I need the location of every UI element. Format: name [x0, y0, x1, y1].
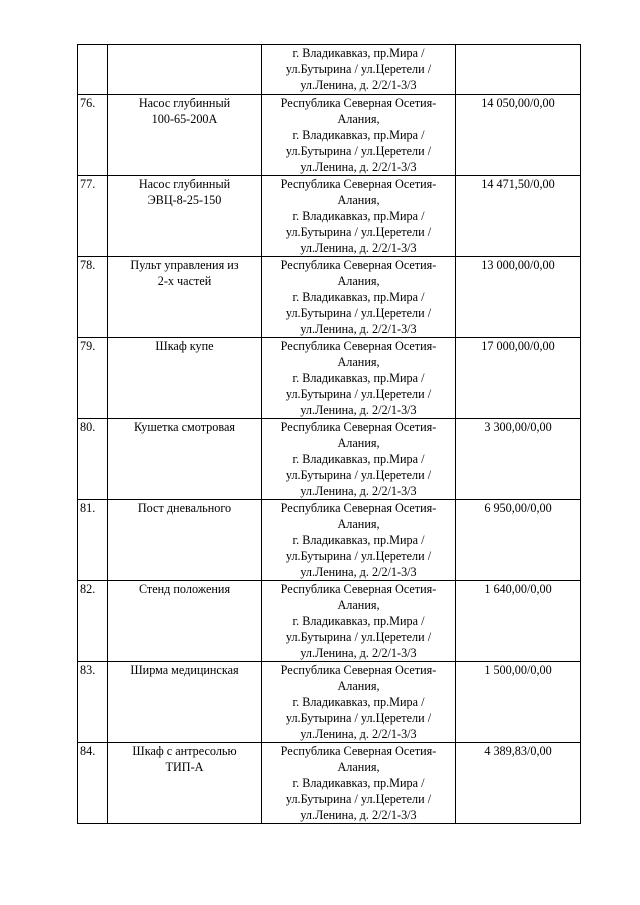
- address-line: г. Владикавказ, пр.Мира /: [292, 128, 425, 142]
- row-number-cell: 81.: [78, 500, 108, 581]
- address-line: ул.Ленина, д. 2/2/1-3/3: [300, 727, 417, 741]
- address-line: ул.Ленина, д. 2/2/1-3/3: [300, 646, 417, 660]
- table-row: [78, 419, 581, 500]
- address-line: ул.Ленина, д. 2/2/1-3/3: [300, 565, 417, 579]
- item-name-cell: [108, 95, 262, 176]
- value-cell: 17 000,00/0,00: [456, 338, 581, 419]
- address-line: ул.Бутырина / ул.Церетели /: [285, 468, 432, 482]
- address-line: ул.Бутырина / ул.Церетели /: [285, 792, 432, 806]
- address-line: Алания,: [337, 274, 380, 288]
- item-name-line: Пульт управления из: [130, 258, 239, 272]
- address-cell: [262, 338, 456, 419]
- address-cell: [262, 419, 456, 500]
- item-name-line: ТИП-А: [165, 760, 204, 774]
- value-cell: 13 000,00/0,00: [456, 257, 581, 338]
- item-name-line: Кушетка смотровая: [134, 420, 235, 434]
- address-line: Алания,: [337, 436, 380, 450]
- address-line: ул.Ленина, д. 2/2/1-3/3: [300, 160, 417, 174]
- row-number-cell: 84.: [78, 743, 108, 824]
- address-line: Республика Северная Осетия-: [280, 96, 437, 110]
- address-line: Алания,: [337, 355, 380, 369]
- address-line: г. Владикавказ, пр.Мира /: [292, 695, 425, 709]
- address-line: Алания,: [337, 760, 380, 774]
- item-name-cell: [108, 45, 262, 95]
- address-line: ул.Ленина, д. 2/2/1-3/3: [300, 484, 417, 498]
- address-line: Алания,: [337, 517, 380, 531]
- row-number-cell: 78.: [78, 257, 108, 338]
- address-cell: [262, 662, 456, 743]
- row-number-cell: 77.: [78, 176, 108, 257]
- item-name-line: Ширма медицинская: [130, 663, 239, 677]
- address-line: Республика Северная Осетия-: [280, 420, 437, 434]
- item-name-line: Насос глубинный: [138, 177, 231, 191]
- item-name-cell: [108, 419, 262, 500]
- address-line: Алания,: [337, 193, 380, 207]
- table-row: [78, 581, 581, 662]
- item-name-line: Пост дневального: [137, 501, 232, 515]
- table-row: [78, 743, 581, 824]
- address-line: г. Владикавказ, пр.Мира /: [292, 776, 425, 790]
- address-line: Алания,: [337, 112, 380, 126]
- address-line: Республика Северная Осетия-: [280, 501, 437, 515]
- inventory-table: [77, 44, 581, 824]
- address-line: г. Владикавказ, пр.Мира /: [292, 533, 425, 547]
- item-name-line: 100-65-200А: [151, 112, 218, 126]
- address-line: ул.Бутырина / ул.Церетели /: [285, 711, 432, 725]
- address-line: Республика Северная Осетия-: [280, 582, 437, 596]
- table-row: [78, 338, 581, 419]
- value-cell: [456, 45, 581, 95]
- item-name-cell: [108, 662, 262, 743]
- row-number-cell: 76.: [78, 95, 108, 176]
- address-line: ул.Ленина, д. 2/2/1-3/3: [300, 78, 417, 92]
- address-line: Республика Северная Осетия-: [280, 258, 437, 272]
- value-cell: 1 640,00/0,00: [456, 581, 581, 662]
- address-line: Республика Северная Осетия-: [280, 339, 437, 353]
- item-name-line: 2-х частей: [157, 274, 212, 288]
- table-row: [78, 662, 581, 743]
- address-line: ул.Ленина, д. 2/2/1-3/3: [300, 322, 417, 336]
- row-number-cell: 80.: [78, 419, 108, 500]
- inventory-table-body: [78, 45, 581, 824]
- row-number-cell: 83.: [78, 662, 108, 743]
- row-number-cell: 82.: [78, 581, 108, 662]
- address-line: ул.Бутырина / ул.Церетели /: [285, 549, 432, 563]
- item-name-line: Насос глубинный: [138, 96, 231, 110]
- item-name-cell: [108, 338, 262, 419]
- item-name-cell: [108, 500, 262, 581]
- value-cell: 1 500,00/0,00: [456, 662, 581, 743]
- address-line: ул.Бутырина / ул.Церетели /: [285, 144, 432, 158]
- item-name-cell: [108, 581, 262, 662]
- value-cell: 14 050,00/0,00: [456, 95, 581, 176]
- item-name-cell: [108, 743, 262, 824]
- address-line: ул.Ленина, д. 2/2/1-3/3: [300, 403, 417, 417]
- address-line: Республика Северная Осетия-: [280, 744, 437, 758]
- address-cell: [262, 176, 456, 257]
- item-name-cell: [108, 257, 262, 338]
- address-line: Республика Северная Осетия-: [280, 663, 437, 677]
- address-cell: [262, 743, 456, 824]
- address-line: г. Владикавказ, пр.Мира /: [292, 371, 425, 385]
- item-name-line: Стенд положения: [138, 582, 231, 596]
- item-name-line: Шкаф с антресолью: [132, 744, 237, 758]
- value-cell: 6 950,00/0,00: [456, 500, 581, 581]
- address-line: Республика Северная Осетия-: [280, 177, 437, 191]
- value-cell: 3 300,00/0,00: [456, 419, 581, 500]
- table-row: [78, 176, 581, 257]
- address-cell: [262, 500, 456, 581]
- row-number-cell: 79.: [78, 338, 108, 419]
- address-line: ул.Бутырина / ул.Церетели /: [285, 630, 432, 644]
- address-line: Алания,: [337, 598, 380, 612]
- address-line: Алания,: [337, 679, 380, 693]
- address-cell: [262, 581, 456, 662]
- table-row: [78, 257, 581, 338]
- address-line: г. Владикавказ, пр.Мира /: [292, 290, 425, 304]
- address-line: г. Владикавказ, пр.Мира /: [292, 209, 425, 223]
- address-line: ул.Бутырина / ул.Церетели /: [285, 62, 432, 76]
- address-cell: [262, 95, 456, 176]
- address-line: г. Владикавказ, пр.Мира /: [292, 614, 425, 628]
- value-cell: 14 471,50/0,00: [456, 176, 581, 257]
- address-line: ул.Бутырина / ул.Церетели /: [285, 306, 432, 320]
- item-name-line: ЭВЦ-8-25-150: [147, 193, 222, 207]
- address-cell: [262, 257, 456, 338]
- address-line: г. Владикавказ, пр.Мира /: [292, 452, 425, 466]
- value-cell: 4 389,83/0,00: [456, 743, 581, 824]
- item-name-cell: [108, 176, 262, 257]
- table-row: [78, 95, 581, 176]
- table-row-continuation: [78, 45, 581, 95]
- address-line: ул.Ленина, д. 2/2/1-3/3: [300, 241, 417, 255]
- address-cell: [262, 45, 456, 95]
- table-row: [78, 500, 581, 581]
- address-line: ул.Бутырина / ул.Церетели /: [285, 225, 432, 239]
- address-line: г. Владикавказ, пр.Мира /: [292, 46, 425, 60]
- address-line: ул.Ленина, д. 2/2/1-3/3: [300, 808, 417, 822]
- address-line: ул.Бутырина / ул.Церетели /: [285, 387, 432, 401]
- row-number-cell: [78, 45, 108, 95]
- item-name-line: Шкаф купе: [155, 339, 214, 353]
